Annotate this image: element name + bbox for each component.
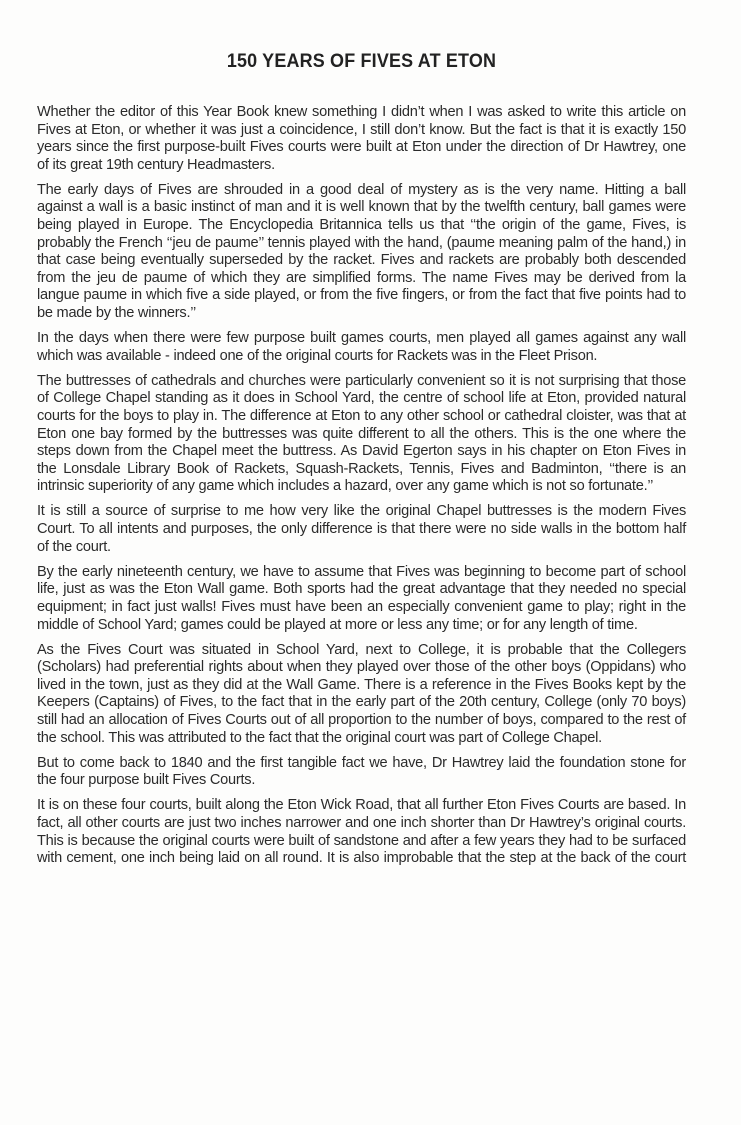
paragraph-buttresses: The buttresses of cathedrals and churches were particularly convenient so it is not surprising that those of College Chapel standing as it does in School Yard, the centre of school life at Eton, provided natural courts for the boys to play in. The difference at Eton to any other school or cathedral cloister, was that at Eton one bay formed by the buttresses was quite different to all the others. This is the one where the steps down from the Chapel meet the buttress. As David Egerton says in his chapter on Eton Fives in the Lonsdale Library Book of Rackets, Squash-Rackets, Tennis, Fives and Badminton, ‘‘there is an intrinsic superiority of any game which includes a hazard, over any game which is not so fortunate.’’	[37, 372, 686, 495]
article-title: 150 YEARS OF FIVES AT ETON	[226, 50, 497, 72]
paragraph-modern-court: It is still a source of surprise to me how very like the original Chapel buttresses is the modern Fives Court. To all intents and purposes, the only difference is that there were no side walls in the bottom half of the court.	[37, 503, 686, 555]
paragraph-1840: But to come back to 1840 and the first tangible fact we have, Dr Hawtrey laid the foundation stone for the four purpose built Fives Courts.	[37, 754, 686, 789]
paragraph-intro: Whether the editor of this Year Book knew something I didn’t when I was asked to write this article on Fives at Eton, or whether it was just a coincidence, I still don’t know. But the fact is that it is exactly 150 years since the first purpose-built Fives courts were built at Eton under the direction of Dr Hawtrey, one of its great 19th century Headmasters.	[37, 104, 686, 173]
document-page	[37, 48, 686, 875]
paragraph-fleet-prison: In the days when there were few purpose built games courts, men played all games against any wall which was available - indeed one of the original courts for Rackets was in the Fleet Prison.	[37, 330, 686, 364]
paragraph-early-days: The early days of Fives are shrouded in a good deal of mystery as is the very name. Hitting a ball against a wall is a basic instinct of man and it is well known that by the twelfth century, ball games were being played in Europe. The Encyclopedia Britannica tells us that ‘‘the origin of the game, Fives, is probably the French ‘‘jeu de paume’’ tennis played with the hand, (paume meaning palm of the hand,) in that case being eventually superseded by the racket. Fives and rackets are probably both descended from the jeu de paume of which they are simplified forms. The name Fives may be derived from la langue paume in which five a side played, or from the five fingers, or from the fact that five points had to be made by the winners.’’	[37, 181, 686, 322]
paragraph-collegers: As the Fives Court was situated in School Yard, next to College, it is probable that the Collegers (Scholars) had preferential rights about when they played over those of the other boys (Oppidans) who lived in the town, just as they did at the Wall Game. There is a reference in the Fives Books kept by the Keepers (Captains) of Fives, to the fact that in the early part of the 20th century, College (only 70 boys) still had an allocation of Fives Courts out of all proportion to the number of boys, compared to the rest of the school. This was attributed to the fact that the original court was part of College Chapel.	[37, 641, 686, 746]
paragraph-four-courts: It is on these four courts, built along the Eton Wick Road, that all further Eton Fives Courts are based. In fact, all other courts are just two inches narrower and one inch shorter than Dr Hawtrey’s original courts. This is because the original courts were built of sandstone and after a few years they had to be surfaced with cement, one inch being laid on all round. It is also improbable that the step at the back of the court	[37, 797, 686, 867]
paragraph-nineteenth-century: By the early nineteenth century, we have to assume that Fives was beginning to become part of school life, just as was the Eton Wall game. Both sports had the great advantage that they needed no special equipment; in fact just walls! Fives must have been an especially convenient game to play; right in the middle of School Yard; games could be played at more or less any time; or for any length of time.	[37, 563, 686, 633]
